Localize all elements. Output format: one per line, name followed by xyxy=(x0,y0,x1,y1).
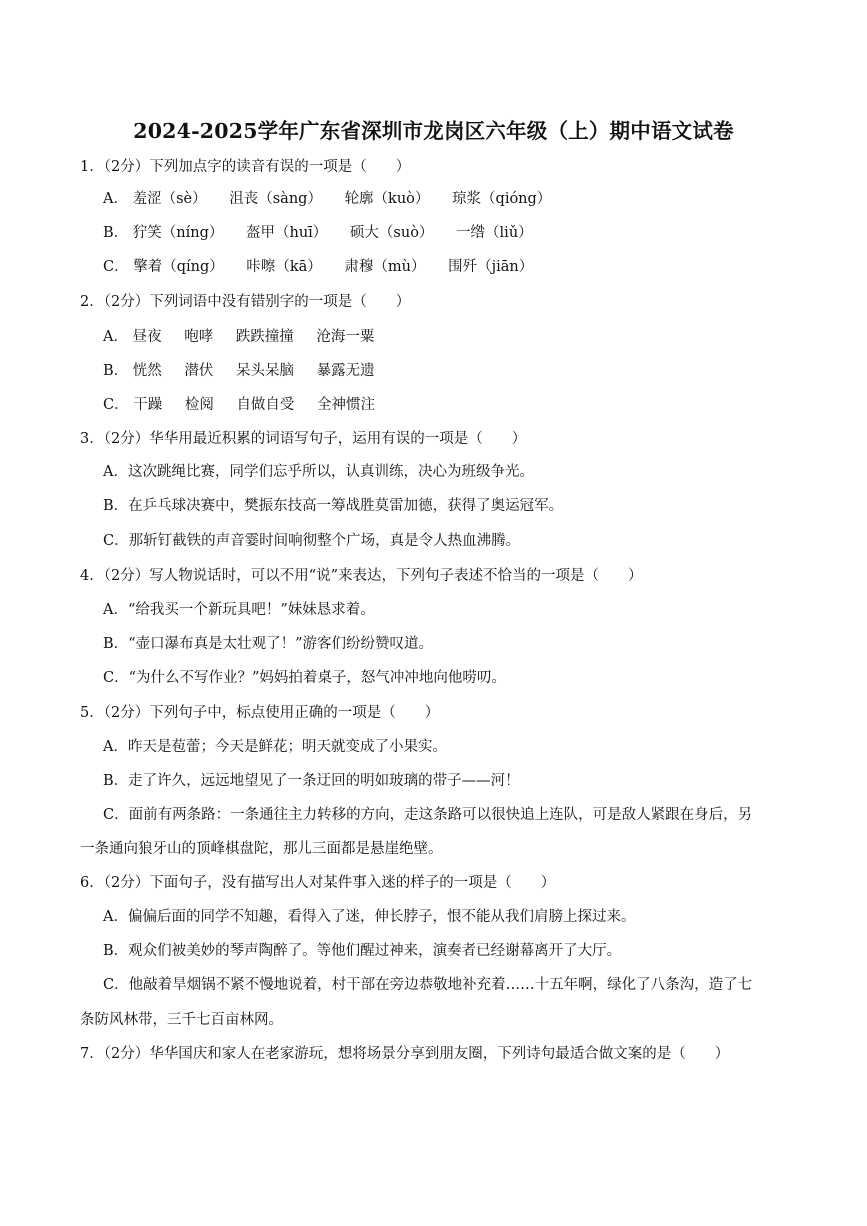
option-label: B． xyxy=(103,943,129,959)
option-word: 咆哮 xyxy=(184,329,214,345)
option-word: 沧海一粟 xyxy=(316,329,375,345)
option-label: B． xyxy=(103,498,129,514)
option-label: A． xyxy=(103,329,128,345)
option-text-continued: 一条通向狼牙山的顶峰棋盘陀，那儿三面都是悬崖绝壁。 xyxy=(80,841,443,857)
option-word: 肃穆（mù） xyxy=(344,259,426,275)
option-word: 暴露无遗 xyxy=(316,363,375,379)
option-word: 沮丧（sàng） xyxy=(229,191,322,207)
option-text: 走了许久，远远地望见了一条迂回的明如玻璃的带子——河！ xyxy=(128,773,520,789)
option-label: B． xyxy=(103,363,129,379)
question-stem: 3．（2分）华华用最近积累的词语写句子，运用有误的一项是（ ） xyxy=(80,431,527,447)
option-row[interactable] xyxy=(103,361,393,381)
option-word: 自做自受 xyxy=(236,397,295,413)
option-row[interactable] xyxy=(103,531,520,551)
option-row[interactable] xyxy=(103,975,752,995)
option-row[interactable] xyxy=(103,668,506,688)
option-label: C． xyxy=(103,259,129,275)
option-row[interactable] xyxy=(103,941,621,961)
option-word: 围歼（jiān） xyxy=(448,259,534,275)
exam-title: 2024-2025学年广东省深圳市龙岗区六年级（上）期中语文试卷 xyxy=(133,119,734,143)
option-text: 昨天是苞蕾；今天是鲜花；明天就变成了小果实。 xyxy=(127,739,447,755)
option-text: 在乒乓球决赛中，樊振东技高一筹战胜莫雷加德，获得了奥运冠军。 xyxy=(128,498,564,514)
option-text: 这次跳绳比赛，同学们忘乎所以，认真训练，决心为班级争光。 xyxy=(127,464,534,480)
option-row[interactable] xyxy=(103,805,752,825)
option-word: 检阅 xyxy=(184,397,214,413)
option-word: 轮廓（kuò） xyxy=(344,191,430,207)
question-stem: 5．（2分）下列句子中，标点使用正确的一项是（ ） xyxy=(80,705,440,721)
option-row[interactable] xyxy=(103,462,534,482)
question-stem: 1．（2分）下列加点字的读音有误的一项是（ ） xyxy=(80,159,411,175)
option-text: 那斩钉截铁的声音霎时间响彻整个广场，真是令人热血沸腾。 xyxy=(128,533,521,549)
question-stem: 4．（2分）写人物说话时，可以不用“说”来表达，下列句子表述不恰当的一项是（ ） xyxy=(80,568,643,584)
question-stem: 6．（2分）下面句子，没有描写出人对某件事入迷的样子的一项是（ ） xyxy=(80,875,556,891)
option-row[interactable] xyxy=(103,496,563,516)
option-word: 硕大（suò） xyxy=(349,225,434,241)
option-row[interactable] xyxy=(103,634,433,654)
option-row[interactable] xyxy=(103,907,635,927)
option-label: C． xyxy=(103,533,129,549)
option-word: 羞涩（sè） xyxy=(132,191,207,207)
option-text: “给我买一个新玩具吧！”妹妹恳求着。 xyxy=(127,602,375,618)
option-row[interactable] xyxy=(103,771,520,791)
option-label: A． xyxy=(103,191,128,207)
option-label: C． xyxy=(103,670,129,686)
option-word: 昼夜 xyxy=(132,329,162,345)
option-text: “为什么不写作业？”妈妈拍着桌子，怒气冲冲地向他唠叨。 xyxy=(128,670,506,686)
option-row[interactable] xyxy=(103,737,447,757)
option-text: “壶口瀑布真是太壮观了！”游客们纷纷赞叹道。 xyxy=(128,636,433,652)
option-row[interactable] xyxy=(103,257,551,277)
option-word: 恍然 xyxy=(132,363,162,379)
option-word: 琼浆（qióng） xyxy=(452,191,552,207)
option-text: 偏偏后面的同学不知趣，看得入了迷，伸长脖子，恨不能从我们肩膀上探过来。 xyxy=(127,909,636,925)
option-row[interactable] xyxy=(103,600,375,620)
option-word: 跌跌撞撞 xyxy=(235,329,294,345)
option-label: C． xyxy=(103,977,129,993)
option-row[interactable] xyxy=(103,189,569,209)
option-label: B． xyxy=(103,636,129,652)
question-stem: 2．（2分）下列词语中没有错别字的一项是（ ） xyxy=(80,294,411,310)
option-word: 擎着（qíng） xyxy=(133,259,224,275)
option-label: A． xyxy=(103,739,128,755)
question-stem: 7．（2分）华华国庆和家人在老家游玩，想将场景分享到朋友圈，下列诗句最适合做文案的是（ ） xyxy=(80,1046,730,1062)
option-text: 面前有两条路：一条通往主力转移的方向，走这条路可以很快追上连队，可是敌人紧跟在身后，另 xyxy=(128,807,753,823)
option-label: A． xyxy=(103,602,128,618)
option-label: C． xyxy=(103,807,129,823)
option-row[interactable] xyxy=(103,223,551,243)
option-label: B． xyxy=(103,225,129,241)
option-text: 他敲着旱烟锅不紧不慢地说着，村干部在旁边恭敬地补充着……十五年啊，绿化了八条沟，造了七 xyxy=(128,977,753,993)
option-word: 潜伏 xyxy=(184,363,214,379)
option-row[interactable] xyxy=(103,395,393,415)
option-label: C． xyxy=(103,397,129,413)
option-word: 狞笑（níng） xyxy=(132,225,224,241)
option-word: 干躁 xyxy=(133,397,163,413)
option-word: 盔甲（huī） xyxy=(245,225,328,241)
option-word: 呆头呆脑 xyxy=(235,363,294,379)
option-word: 全神惯注 xyxy=(317,397,376,413)
option-text-continued: 条防风林带，三千七百亩林网。 xyxy=(80,1012,283,1028)
option-label: A． xyxy=(103,909,128,925)
option-text: 观众们被美妙的琴声陶醉了。等他们醒过神来，演奏者已经谢幕离开了大厅。 xyxy=(128,943,622,959)
option-word: 一绺（liǔ） xyxy=(456,225,533,241)
option-word: 咔嚓（kā） xyxy=(246,259,322,275)
option-label: B． xyxy=(103,773,129,789)
option-row[interactable] xyxy=(103,327,392,347)
option-label: A． xyxy=(103,464,128,480)
